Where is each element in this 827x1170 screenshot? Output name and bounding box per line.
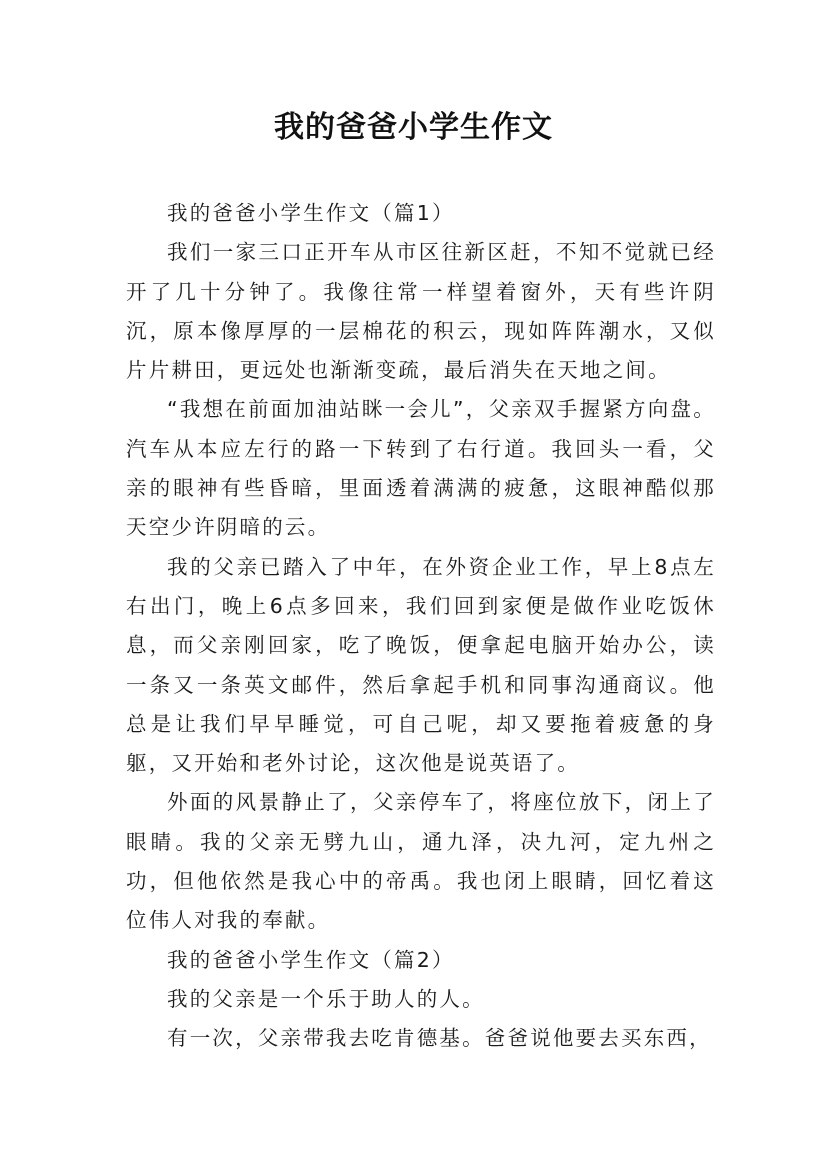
paragraph: 我的父亲已踏入了中年，在外资企业工作，早上8点左右出门，晚上6点多回来，我们回到家便是做作业吃饭休息，而父亲刚回家，吃了晚饭，便拿起电脑开始办公，读一条又一条英文邮件，然后拿起手机和同事沟通商议。他总是让我们早早睡觉，可自己呢，却又要拖着疲惫的身躯，又开始和老外讨论，这次他是说英语了。 [126, 554, 716, 776]
section-heading-2: 我的爸爸小学生作文（篇2） [167, 947, 455, 972]
paragraph: 外面的风景静止了，父亲停车了，将座位放下，闭上了眼睛。我的父亲无劈九山，通九泽，决九河，定九州之功，但他依然是我心中的帝禹。我也闭上眼睛，回忆着这位伟人对我的奉献。 [126, 790, 716, 933]
paragraph: “我想在前面加油站眯一会儿”，父亲双手握紧方向盘。汽车从本应左行的路一下转到了右行道。我回头一看，父亲的眼神有些昏暗，里面透着满满的疲惫，这眼神酷似那天空少许阴暗的云。 [126, 397, 716, 540]
document-title: 我的爸爸小学生作文 [274, 110, 553, 145]
paragraph: 我的父亲是一个乐于助人的人。 [167, 986, 485, 1011]
paragraph: 有一次，父亲带我去吃肯德基。爸爸说他要去买东西， [167, 1026, 712, 1051]
document-body [126, 194, 716, 1059]
section-heading-1: 我的爸爸小学生作文（篇1） [167, 201, 455, 225]
paragraph: 我们一家三口正开车从市区往新区赶，不知不觉就已经开了几十分钟了。我像往常一样望着窗外，天有些许阴沉，原本像厚厚的一层棉花的积云，现如阵阵潮水，又似片片耕田，更远处也渐渐变疏，最后消失在天地之间。 [126, 240, 716, 383]
